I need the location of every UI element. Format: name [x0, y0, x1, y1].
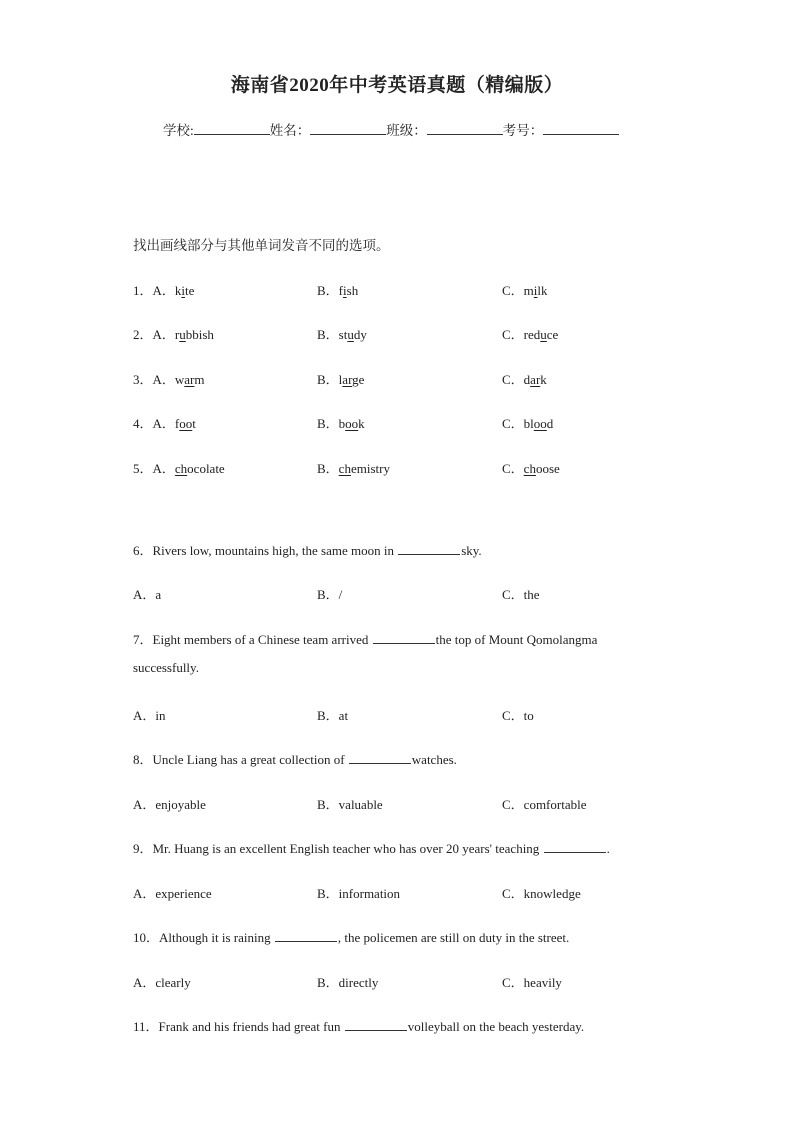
option-b: B．book: [317, 416, 365, 431]
option-c: C．dark: [502, 372, 547, 387]
question-7-stem-continued: successfully.: [133, 660, 199, 675]
question-11-stem: 11．Frank and his friends had great fun volleyball on the beach yesterday.: [133, 1016, 584, 1035]
name-blank: [310, 120, 386, 135]
student-info-line: [163, 119, 619, 139]
question-9-stem: 9．Mr. Huang is an excellent English teacher who has over 20 years' teaching .: [133, 838, 610, 857]
number-label: 考号：: [502, 123, 544, 138]
answer-blank: [275, 927, 337, 942]
option-a: A．clearly: [133, 975, 191, 990]
page-title: 海南省2020年中考英语真题（精编版）: [230, 75, 564, 96]
option-c: C．choose: [502, 461, 560, 476]
pronunciation-question-2: [133, 324, 693, 344]
answer-blank: [373, 629, 435, 644]
option-c: C．knowledge: [502, 886, 581, 901]
option-a: A．experience: [133, 886, 212, 901]
question-7-options: [133, 705, 693, 725]
option-b: B．large: [317, 372, 365, 387]
number-blank: [543, 120, 619, 135]
option-b: B．chemistry: [317, 461, 390, 476]
option-c: C．to: [502, 708, 534, 723]
option-a: A．enjoyable: [133, 797, 206, 812]
question-7-stem: 7．Eight members of a Chinese team arrived the top of Mount Qomolangma: [133, 629, 597, 648]
option-a: 4．A．foot: [133, 416, 196, 431]
answer-blank: [398, 540, 460, 555]
option-b: B．directly: [317, 975, 379, 990]
pronunciation-question-3: [133, 369, 693, 389]
option-b: B．fish: [317, 283, 359, 298]
answer-blank: [544, 838, 606, 853]
option-c: C．comfortable: [502, 797, 587, 812]
option-a: 2．A．rubbish: [133, 327, 214, 342]
option-a: 5．A．chocolate: [133, 461, 225, 476]
question-10-options: [133, 972, 693, 992]
option-c: C．heavily: [502, 975, 562, 990]
answer-blank: [345, 1016, 407, 1031]
answer-blank: [349, 749, 411, 764]
pronunciation-question-1: [133, 280, 693, 300]
option-c: C．blood: [502, 416, 554, 431]
pronunciation-question-4: [133, 413, 693, 433]
class-blank: [427, 120, 503, 135]
school-label: 学校:: [163, 123, 194, 138]
question-6-stem: 6．Rivers low, mountains high, the same moon in sky.: [133, 540, 482, 559]
question-8-stem: 8．Uncle Liang has a great collection of watches.: [133, 749, 457, 768]
name-label: 姓名：: [269, 123, 311, 138]
pronunciation-question-5: [133, 458, 693, 478]
option-b: B．study: [317, 327, 367, 342]
option-c: C．reduce: [502, 327, 559, 342]
option-a: 1．A．kite: [133, 283, 195, 298]
option-b: B．information: [317, 886, 401, 901]
school-blank: [194, 120, 270, 135]
option-a: 3．A．warm: [133, 372, 205, 387]
question-9-options: [133, 883, 693, 903]
class-label: 班级：: [386, 123, 427, 138]
option-a: A．a: [133, 587, 162, 602]
option-b: B．/: [317, 587, 343, 602]
option-c: C．milk: [502, 283, 548, 298]
question-8-options: [133, 794, 693, 814]
option-b: B．at: [317, 708, 349, 723]
option-a: A．in: [133, 708, 166, 723]
option-b: B．valuable: [317, 797, 383, 812]
option-c: C．the: [502, 587, 540, 602]
question-10-stem: 10．Although it is raining , the policemen are still on duty in the street.: [133, 927, 569, 946]
question-6-options: [133, 584, 693, 604]
section-instruction: 找出画线部分与其他单词发音不同的选项。: [133, 238, 390, 253]
